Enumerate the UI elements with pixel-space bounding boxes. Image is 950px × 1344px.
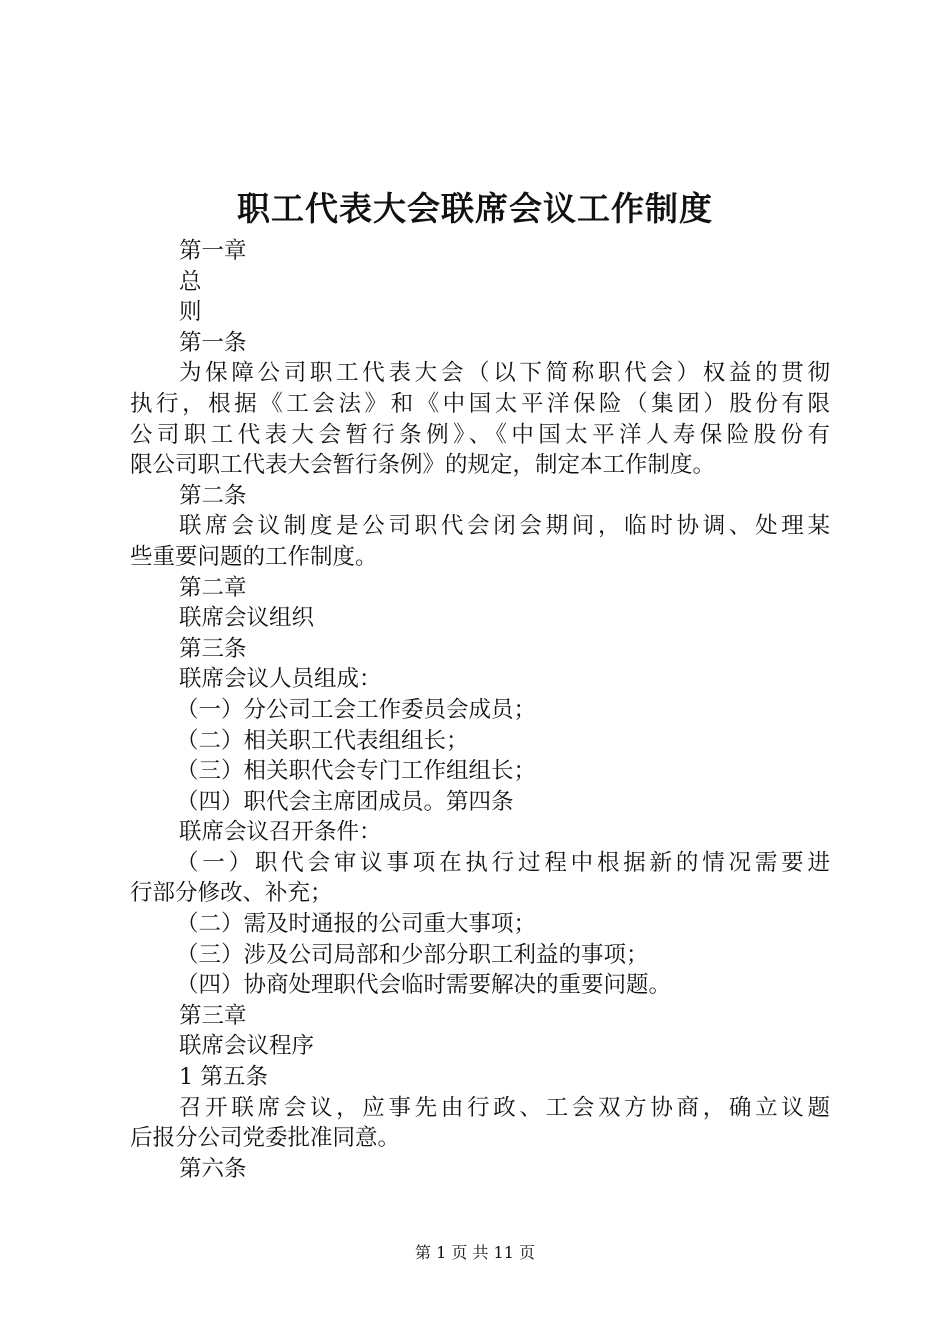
article-heading: 1 第五条	[179, 1064, 268, 1091]
paragraph-line: 些重要问题的工作制度。	[130, 543, 378, 570]
list-item: （三）涉及公司局部和少部分职工利益的事项；	[176, 941, 649, 968]
document-title: 职工代表大会联席会议工作制度	[237, 189, 713, 228]
document-body	[130, 236, 830, 1184]
list-item: （四）职代会主席团成员。第四条	[176, 788, 514, 815]
list-item: （一）职代会审议事项在执行过程中根据新的情况需要进	[176, 849, 830, 876]
list-item-continuation: 行部分修改、补充；	[130, 880, 333, 907]
chapter-title: 联席会议组织	[179, 605, 315, 632]
list-item: （四）协商处理职代会临时需要解决的重要问题。	[176, 972, 672, 999]
chapter-heading: 第一章	[179, 238, 247, 264]
chapter-title-part: 则	[179, 299, 202, 326]
list-item: （二）需及时通报的公司重大事项；	[176, 911, 537, 938]
article-heading: 第三条	[179, 635, 247, 662]
list-item: （一）分公司工会工作委员会成员；	[176, 696, 537, 723]
article-heading: 第六条	[179, 1155, 247, 1182]
paragraph-line: 公司职工代表大会暂行条例》、《中国太平洋人寿保险股份有	[130, 421, 830, 448]
paragraph-line: 限公司职工代表大会暂行条例》的规定，制定本工作制度。	[130, 452, 716, 479]
article-heading: 第二条	[179, 482, 247, 509]
list-item: （三）相关职代会专门工作组组长；	[176, 758, 537, 785]
paragraph-line: 后报分公司党委批准同意。	[130, 1125, 401, 1152]
paragraph-line: 联席会议召开条件：	[179, 819, 382, 846]
paragraph-line: 联席会议人员组成：	[179, 666, 382, 693]
chapter-title: 联席会议程序	[179, 1033, 315, 1060]
page-footer: 第 1 页 共 11 页	[415, 1243, 535, 1262]
chapter-title-part: 总	[179, 268, 202, 295]
paragraph-line: 召开联席会议，应事先由行政、工会双方协商，确立议题	[179, 1094, 830, 1121]
article-heading: 第一条	[179, 329, 247, 356]
paragraph-line: 执行，根据《工会法》和《中国太平洋保险（集团）股份有限	[130, 390, 830, 417]
chapter-heading: 第二章	[179, 574, 247, 601]
list-item: （二）相关职工代表组组长；	[176, 727, 469, 754]
paragraph-line: 联席会议制度是公司职代会闭会期间，临时协调、处理某	[179, 513, 830, 540]
chapter-heading: 第三章	[179, 1002, 247, 1029]
paragraph-line: 为保障公司职工代表大会（以下简称职代会）权益的贯彻	[179, 360, 830, 387]
